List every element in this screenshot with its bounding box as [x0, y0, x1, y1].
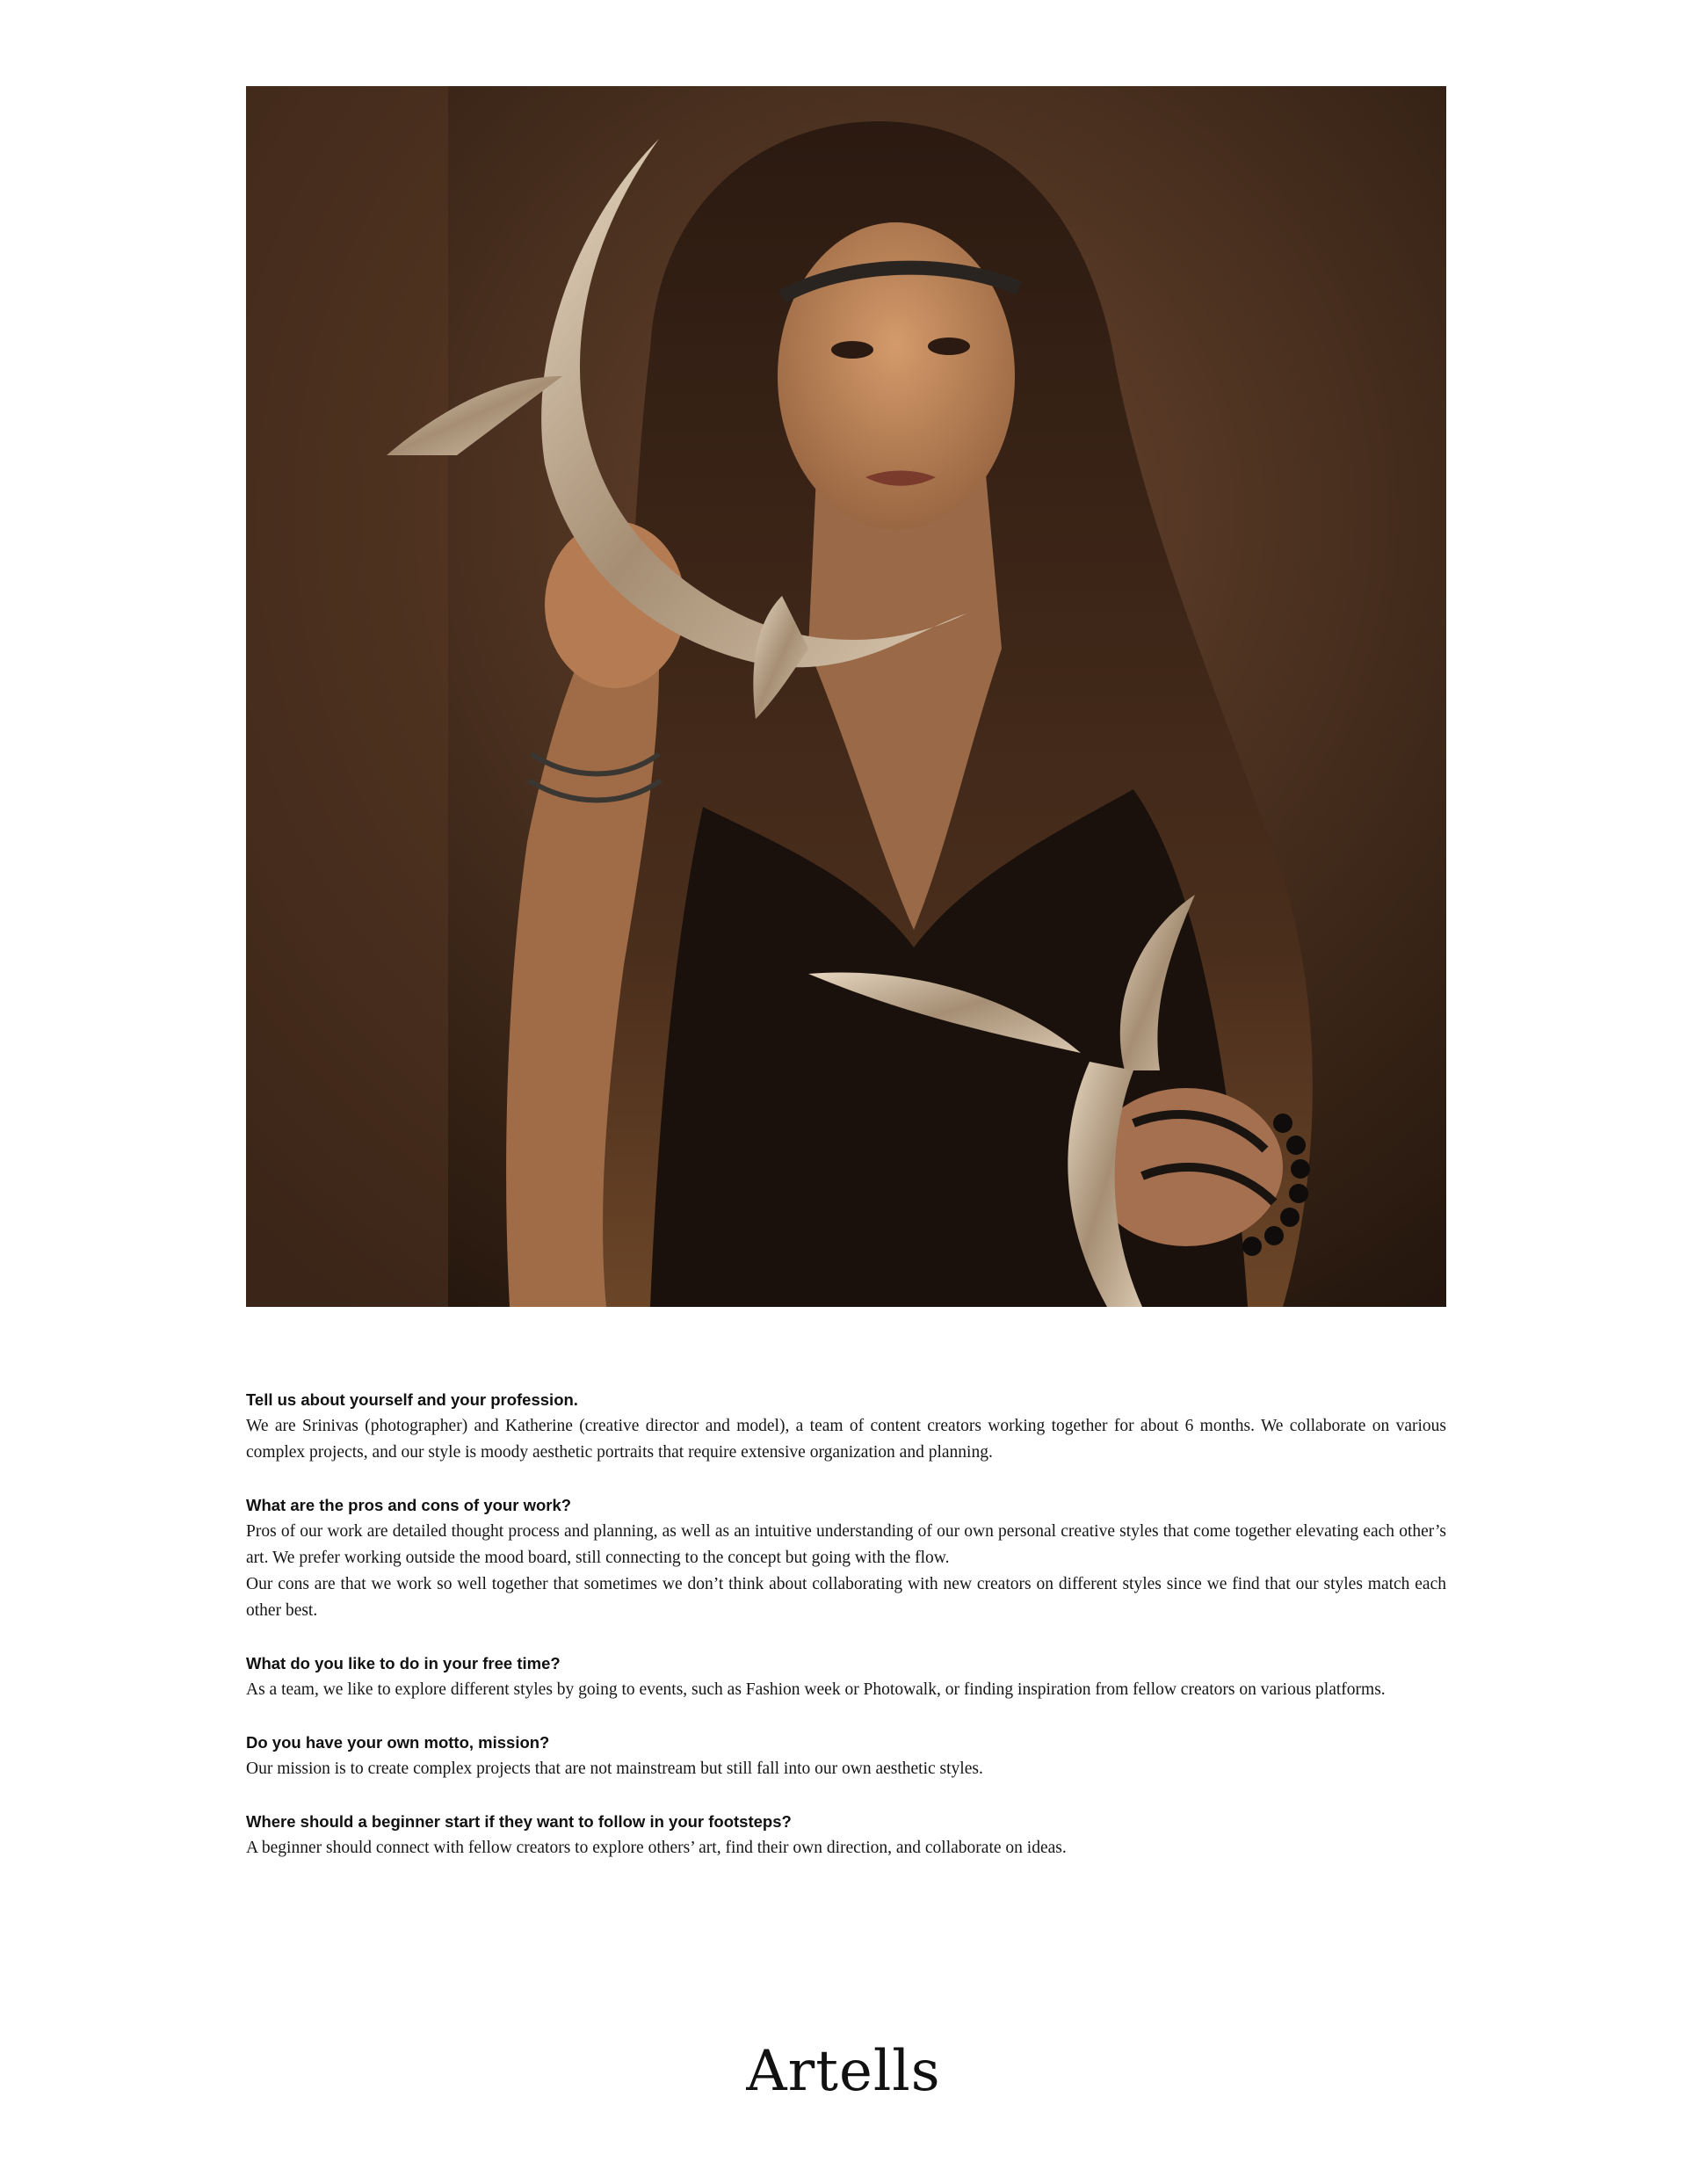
question: Tell us about yourself and your profession. [246, 1390, 578, 1409]
qa-block [246, 1809, 1446, 1861]
brand-logo: Artells [746, 2039, 941, 2104]
answer: Our cons are that we work so well together that sometimes we don’t think about collaborating with new creators on different styles since we find that our styles match each other best. [246, 1575, 1446, 1620]
interview-section [246, 1387, 1446, 1888]
answer: Our mission is to create complex projects that are not mainstream but still fall into our own aesthetic styles. [246, 1760, 983, 1778]
question: Where should a beginner start if they want to follow in your footsteps? [246, 1812, 792, 1831]
answer: A beginner should connect with fellow creators to explore others’ art, find their own direction, and collaborate on ideas. [246, 1839, 1067, 1857]
qa-block [246, 1492, 1446, 1624]
question: What do you like to do in your free time? [246, 1654, 561, 1672]
portrait-illustration [246, 86, 1446, 1307]
answer: We are Srinivas (photographer) and Katherine (creative director and model), a team of content creators working together for about 6 months. We collaborate on various complex projects, and our style is moody aesthetic portraits that require extensive organization and planning. [246, 1417, 1446, 1462]
portrait-photo [246, 86, 1446, 1307]
answer: As a team, we like to explore different styles by going to events, such as Fashion week or Photowalk, or finding inspiration from fellow creators on various platforms. [246, 1680, 1386, 1699]
question: Do you have your own motto, mission? [246, 1733, 550, 1752]
question: What are the pros and cons of your work? [246, 1496, 572, 1514]
qa-block [246, 1387, 1446, 1466]
qa-block [246, 1730, 1446, 1782]
answer: Pros of our work are detailed thought process and planning, as well as an intuitive understanding of our own personal creative styles that come together elevating each other’s art. We prefer working outside the mood board, still connecting to the concept but going with the flow. [246, 1522, 1446, 1567]
qa-block [246, 1651, 1446, 1703]
